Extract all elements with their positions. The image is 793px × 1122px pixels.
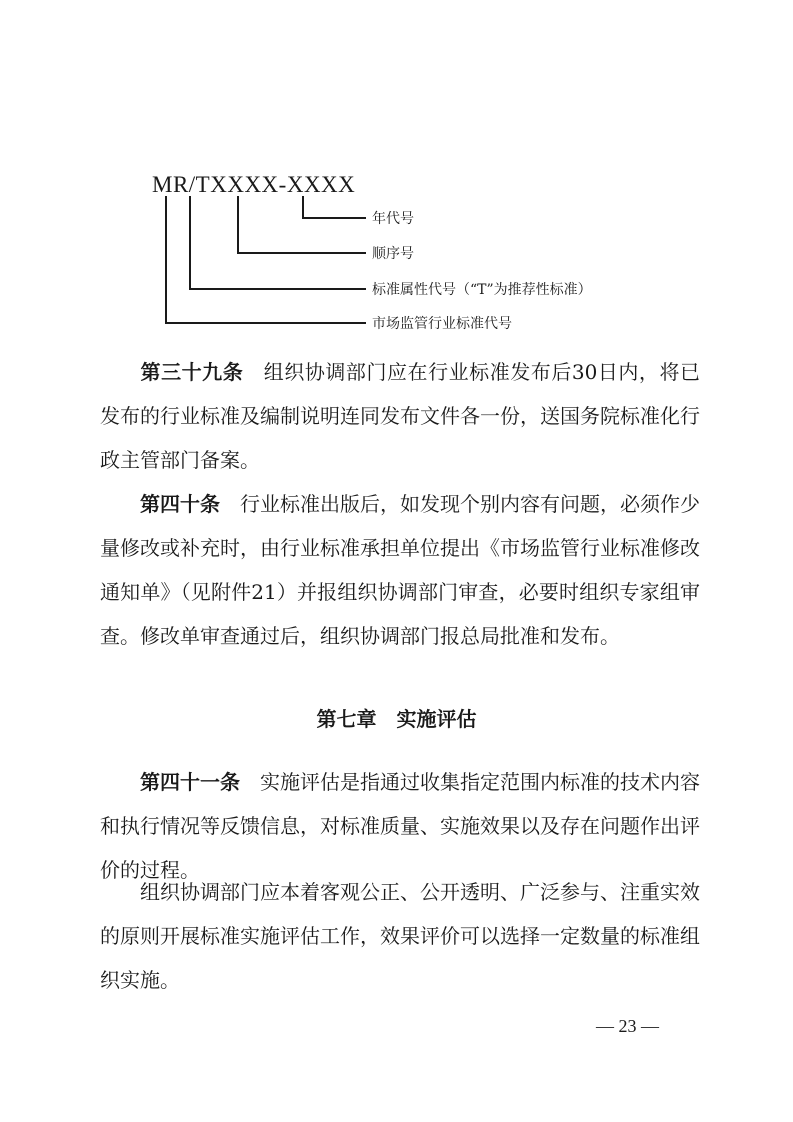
article-39-head: 第三十九条 bbox=[140, 360, 244, 384]
standard-code: MR/TXXXX-XXXX bbox=[152, 172, 356, 197]
chapter-title: 实施评估 bbox=[396, 707, 477, 731]
article-41-body: 实施评估是指通过收集指定范围内标准的技术内容和执行情况等反馈信息，对标准质量、实施效果以及存在问题作出评价的过程。 bbox=[100, 770, 700, 882]
chapter-heading bbox=[0, 697, 793, 741]
page-number: — 23 — bbox=[596, 1016, 659, 1036]
article-39 bbox=[100, 350, 700, 482]
bracket-line-mr bbox=[166, 196, 366, 323]
label-industry-code: 市场监管行业标准代号 bbox=[372, 316, 512, 332]
chapter-number: 第七章 bbox=[316, 707, 377, 731]
standard-code-diagram bbox=[0, 0, 793, 340]
body-paragraph-text: 组织协调部门应本着客观公正、公开透明、广泛参与、注重实效的原则开展标准实施评估工作，效果评价可以选择一定数量的标准组织实施。 bbox=[100, 880, 700, 992]
article-40 bbox=[100, 482, 700, 658]
label-year-code: 年代号 bbox=[372, 211, 414, 227]
article-40-head: 第四十条 bbox=[140, 492, 220, 516]
article-41-head: 第四十一条 bbox=[140, 770, 240, 794]
article-40-body: 行业标准出版后，如发现个别内容有问题，必须作少量修改或补充时，由行业标准承担单位提出《市场监管行业标准修改通知单》（见附件21）并报组织协调部门审查，必要时组织专家组审查。修改单审查通过后，组织协调部门报总局批准和发布。 bbox=[100, 492, 700, 648]
bracket-line-attribute bbox=[190, 196, 366, 289]
article-39-body: 组织协调部门应在行业标准发布后30日内，将已发布的行业标准及编制说明连同发布文件各一份，送国务院标准化行政主管部门备案。 bbox=[100, 360, 701, 472]
label-sequence-number: 顺序号 bbox=[372, 246, 414, 262]
body-paragraph bbox=[100, 870, 700, 1002]
bracket-line-year bbox=[303, 196, 366, 218]
label-attribute-code: 标准属性代号（“T”为推荐性标准） bbox=[372, 282, 592, 298]
